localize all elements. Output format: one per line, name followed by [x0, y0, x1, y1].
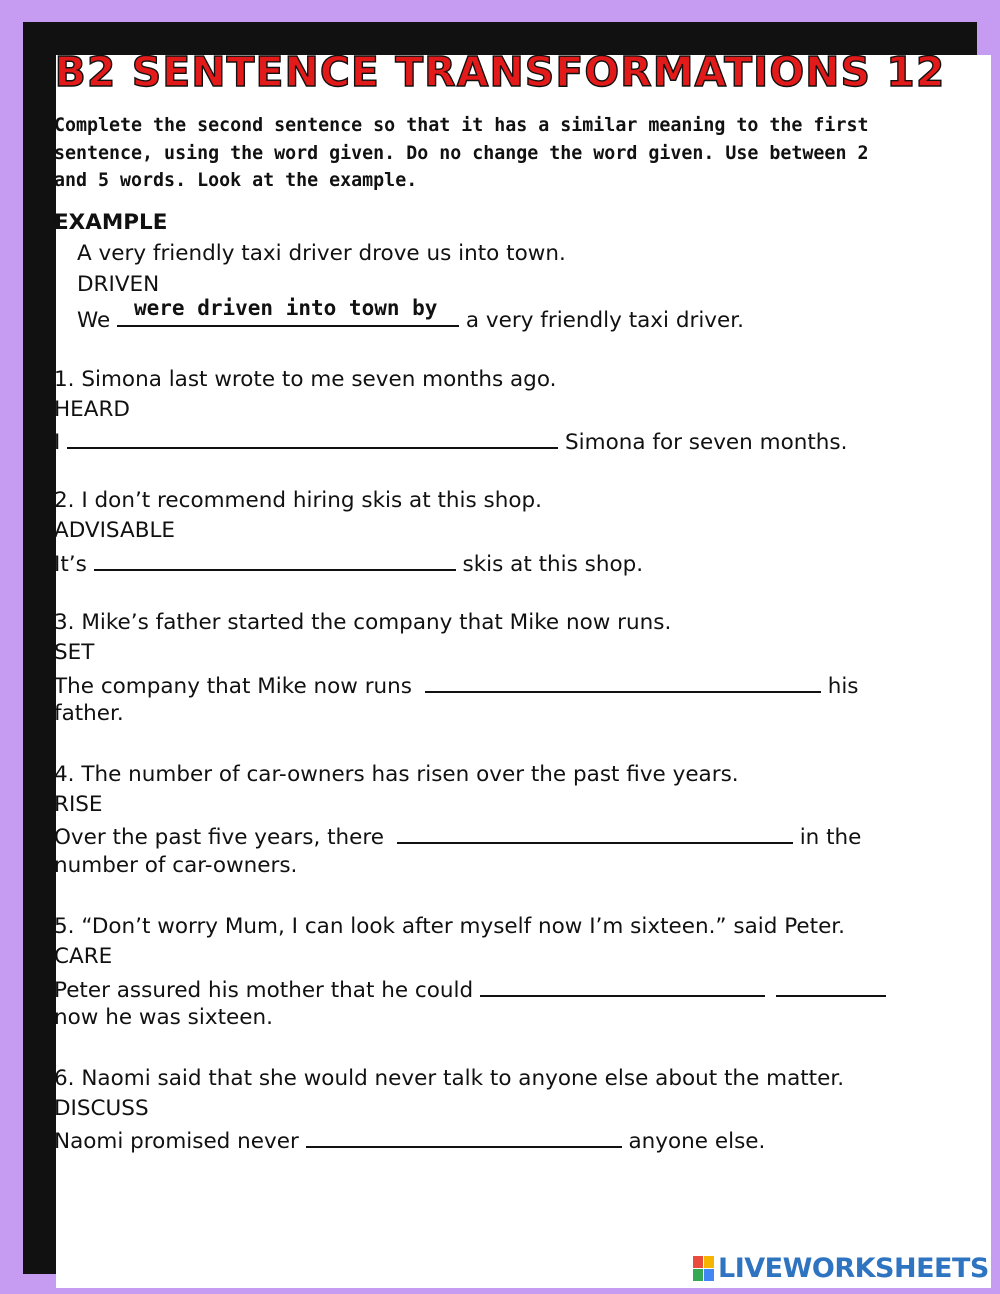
question-3-sentence: 3. Mike’s father started the company that Mike now runs. [54, 610, 672, 635]
instructions-line-1: Complete the second sentence so that it has a similar meaning to the first [54, 115, 869, 136]
question-1-answer-input[interactable] [67, 427, 558, 449]
question-3-line [54, 671, 859, 700]
example-keyword: DRIVEN [77, 272, 160, 297]
instructions-line-2: sentence, using the word given. Do no change the word given. Use between 2 [54, 142, 869, 164]
question-5-answer-input[interactable] [480, 975, 765, 997]
question-2-prefix: It’s [54, 552, 87, 577]
question-1-suffix: Simona for seven months. [565, 430, 848, 455]
question-3-suffix: his [827, 674, 859, 699]
question-1-sentence: 1. Simona last wrote to me seven months ago. [54, 367, 557, 392]
question-2-line [54, 549, 643, 578]
instructions-line-3: and 5 words. Look at the example. [54, 170, 418, 191]
question-5-prefix: Peter assured his mother that he could [54, 978, 474, 1003]
question-4-prefix: Over the past five years, there [54, 825, 384, 850]
question-3-answer-input[interactable] [425, 671, 821, 693]
example-answer: were driven into town by [134, 296, 438, 320]
question-6-answer-input[interactable] [306, 1126, 622, 1148]
liveworksheets-logo[interactable]: LIVEWORKSHEETS [718, 1253, 989, 1284]
question-5-continuation: now he was sixteen. [54, 1005, 273, 1030]
question-6-suffix: anyone else. [628, 1129, 766, 1154]
example-heading: EXAMPLE [54, 210, 168, 235]
example-prefix: We [77, 308, 111, 333]
example-suffix: a very friendly taxi driver. [465, 308, 744, 333]
question-5-keyword: CARE [54, 944, 113, 969]
question-4-suffix: in the [799, 825, 862, 850]
question-4-keyword: RISE [54, 792, 103, 817]
question-4-line [54, 822, 861, 851]
question-5-line [54, 975, 886, 1004]
question-4-sentence: 4. The number of car-owners has risen over the past five years. [54, 762, 739, 787]
instructions [54, 112, 954, 195]
question-5-sentence: 5. “Don’t worry Mum, I can look after myself now I’m sixteen.” said Peter. [54, 914, 845, 939]
question-3-continuation: father. [54, 701, 124, 726]
question-1-keyword: HEARD [54, 397, 130, 422]
question-4-continuation: number of car-owners. [54, 853, 298, 878]
question-2-sentence: 2. I don’t recommend hiring skis at this shop. [54, 488, 542, 513]
example-sentence: A very friendly taxi driver drove us into town. [77, 241, 566, 266]
question-1-prefix: I [54, 430, 61, 455]
question-5-answer-input-2[interactable] [776, 975, 886, 997]
question-2-keyword: ADVISABLE [54, 518, 176, 543]
liveworksheets-logo-icon [693, 1256, 715, 1282]
question-4-answer-input[interactable] [397, 822, 793, 844]
question-6-keyword: DISCUSS [54, 1096, 149, 1121]
question-3-keyword: SET [54, 640, 95, 665]
question-6-sentence: 6. Naomi said that she would never talk to anyone else about the matter. [54, 1066, 845, 1091]
question-6-line [54, 1126, 765, 1155]
question-1-line [54, 427, 847, 456]
question-2-answer-input[interactable] [94, 549, 456, 571]
question-2-suffix: skis at this shop. [462, 552, 644, 577]
question-3-prefix: The company that Mike now runs [54, 674, 413, 699]
worksheet-title: B2 SENTENCE TRANSFORMATIONS 12 [54, 48, 946, 96]
question-6-prefix: Naomi promised never [54, 1129, 299, 1154]
